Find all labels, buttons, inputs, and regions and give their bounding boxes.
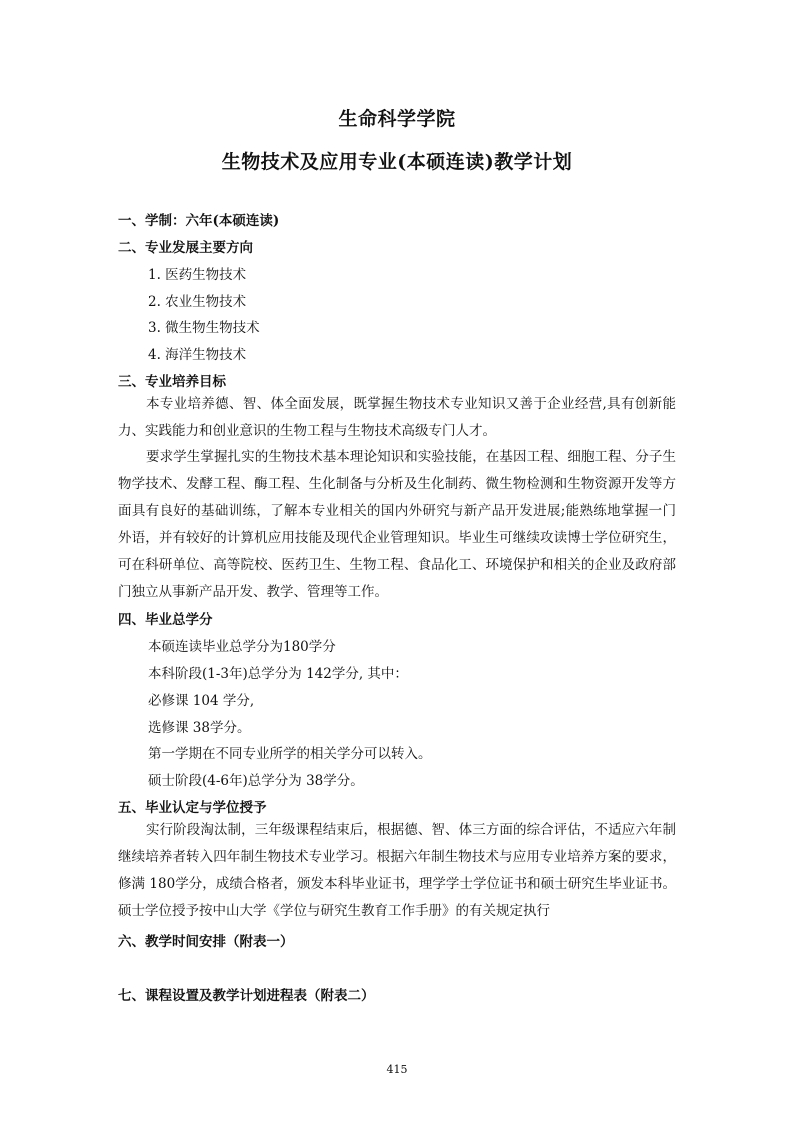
direction-item: 2. 农业生物技术 [148,294,247,310]
credit-line: 必修课 104 学分, [148,693,255,709]
credit-line: 第一学期在不同专业所学的相关学分可以转入。 [148,746,432,762]
page-title: 生命科学学院 [338,108,456,130]
section-heading-directions: 二、专业发展主要方向 [118,240,253,256]
degree-paragraph: 实行阶段淘汰制，三年级课程结束后，根据德、智、体三方面的综合评估，不适应六年制继续培养者转入四年制生物技术专业学习。根据六年制生物技术与应用专业培养方案的要求，修满 180学分，成绩合格者，颁发本科毕业证书，理学学士学位证书和硕士研究生毕业证书。硕士学位授予按中山大学《学位与研究生教育工作手册》的有关规定执行 [118,822,676,919]
direction-item: 4. 海洋生物技术 [148,347,247,363]
plan-title: 生物技术及应用专业(本硕连读)教学计划 [221,151,573,173]
goals-paragraph: 本专业培养德、智、体全面发展，既掌握生物技术专业知识又善于企业经营,具有创新能力、实践能力和创业意识的生物工程与生物技术高级专门人才。 [118,396,676,439]
section-heading-duration: 一、学制：六年(本硕连读) [118,213,280,229]
credit-line: 本硕连读毕业总学分为180学分 [148,639,336,655]
credit-line: 本科阶段(1-3年)总学分为 142学分, 其中： [148,666,408,682]
credit-line: 选修课 38学分。 [148,720,251,736]
direction-item: 1. 医药生物技术 [148,267,247,283]
requirements-paragraph: 要求学生掌握扎实的生物技术基本理论知识和实验技能，在基因工程、细胞工程、分子生物学技术、发酵工程、酶工程、生化制备与分析及生化制药、微生物检测和生物资源开发等方面具有良好的基础训练，了解本专业相关的国内外研究与新产品开发进展;能熟练地掌握一门外语，并有较好的计算机应用技能及现代企业管理知识。毕业生可继续攻读博士学位研究生，可在科研单位、高等院校、医药卫生、生物工程、食品化工、环境保护和相关的企业及政府部门独立从事新产品开发、教学、管理等工作。 [118,449,676,600]
section-heading-credits: 四、毕业总学分 [118,612,213,628]
section-heading-goals: 三、专业培养目标 [118,374,226,390]
section-heading-courses: 七、课程设置及教学计划进程表（附表二） [118,988,375,1004]
credit-line: 硕士阶段(4-6年)总学分为 38学分。 [148,773,364,789]
page-number: 415 [386,1063,408,1076]
section-heading-schedule: 六、教学时间安排（附表一） [118,934,294,950]
section-heading-degree: 五、毕业认定与学位授予 [118,800,267,816]
direction-item: 3. 微生物生物技术 [148,320,260,336]
